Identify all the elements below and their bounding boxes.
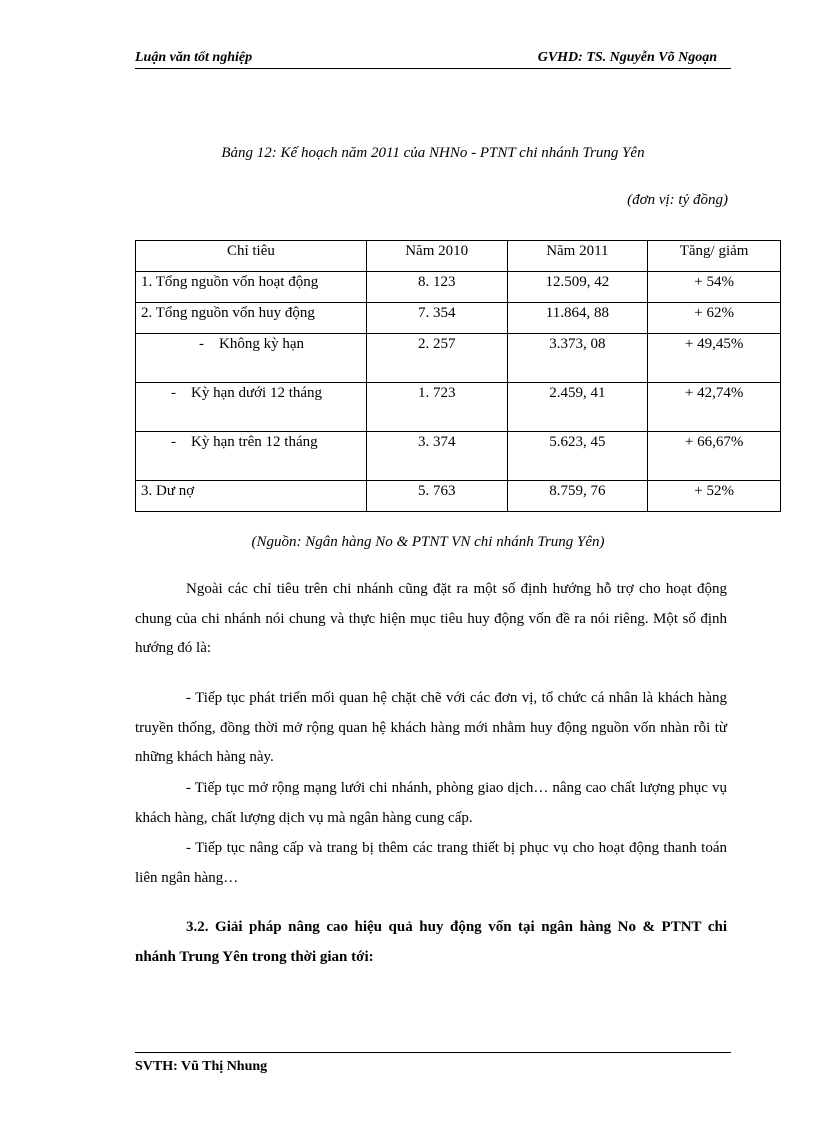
cell-2010: 8. 123	[366, 272, 507, 303]
cell-change: + 52%	[648, 481, 781, 512]
page-header	[135, 50, 731, 69]
table-row	[136, 334, 781, 383]
table-caption: Bảng 12: Kế hoạch năm 2011 của NHNo - PTNT chi nhánh Trung Yên	[221, 145, 645, 161]
table-header-row	[136, 241, 781, 272]
cell-indicator: - Kỳ hạn dưới 12 tháng	[136, 383, 367, 432]
cell-2010: 2. 257	[366, 334, 507, 383]
cell-2011: 5.623, 45	[507, 432, 648, 481]
body-paragraph: - Tiếp tục mở rộng mạng lưới chi nhánh, phòng giao dịch… nâng cao chất lượng phục vụ khách hàng, chất lượng dịch vụ mà ngân hàng cung cấp.	[135, 780, 727, 826]
page-footer: SVTH: Vũ Thị Nhung	[135, 1052, 731, 1075]
col-header-indicator: Chỉ tiêu	[136, 241, 367, 272]
body-paragraph: Ngoài các chỉ tiêu trên chi nhánh cũng đặt ra một số định hướng hỗ trợ cho hoạt động chung của chi nhánh nói chung và thực hiện mục tiêu huy động vốn đề ra nói riêng. Một số định hướng đó là:	[135, 581, 727, 656]
body-paragraph: - Tiếp tục nâng cấp và trang bị thêm các trang thiết bị phục vụ cho hoạt động thanh toán liên ngân hàng…	[135, 840, 727, 886]
col-header-2010: Năm 2010	[366, 241, 507, 272]
cell-change: + 49,45%	[648, 334, 781, 383]
cell-2011: 3.373, 08	[507, 334, 648, 383]
cell-change: + 62%	[648, 303, 781, 334]
header-right-advisor: GVHD: TS. Nguyễn Võ Ngoạn	[537, 50, 717, 65]
cell-change: + 54%	[648, 272, 781, 303]
table-unit: (đơn vị: tỷ đồng)	[627, 192, 728, 208]
cell-2011: 8.759, 76	[507, 481, 648, 512]
cell-2011: 2.459, 41	[507, 383, 648, 432]
table-row	[136, 272, 781, 303]
body-paragraph: - Tiếp tục phát triển mối quan hệ chặt chẽ với các đơn vị, tổ chức cá nhân là khách hàng truyền thống, đồng thời mở rộng quan hệ khách hàng mới nhằm huy động nguồn vốn nhàn rỗi từ những khách hàng này.	[135, 690, 727, 765]
table-row	[136, 432, 781, 481]
header-left-title: Luận văn tốt nghiệp	[135, 50, 253, 65]
section-heading: 3.2. Giải pháp nâng cao hiệu quả huy động vốn tại ngân hàng No & PTNT chi nhánh Trung Yên trong thời gian tới:	[135, 919, 727, 965]
cell-2011: 11.864, 88	[507, 303, 648, 334]
col-header-change: Tăng/ giảm	[648, 241, 781, 272]
cell-indicator: 2. Tổng nguồn vốn huy động	[136, 303, 367, 334]
table-source: (Nguồn: Ngân hàng No & PTNT VN chi nhánh Trung Yên)	[251, 534, 605, 550]
cell-2010: 1. 723	[366, 383, 507, 432]
cell-2010: 5. 763	[366, 481, 507, 512]
table-row	[136, 383, 781, 432]
cell-indicator: 3. Dư nợ	[136, 481, 367, 512]
cell-indicator: - Không kỳ hạn	[136, 334, 367, 383]
cell-change: + 66,67%	[648, 432, 781, 481]
cell-indicator: 1. Tổng nguồn vốn hoạt động	[136, 272, 367, 303]
col-header-2011: Năm 2011	[507, 241, 648, 272]
cell-2010: 7. 354	[366, 303, 507, 334]
table-row	[136, 303, 781, 334]
cell-change: + 42,74%	[648, 383, 781, 432]
cell-indicator: - Kỳ hạn trên 12 tháng	[136, 432, 367, 481]
table-row	[136, 481, 781, 512]
cell-2011: 12.509, 42	[507, 272, 648, 303]
plan-table	[135, 240, 781, 512]
cell-2010: 3. 374	[366, 432, 507, 481]
